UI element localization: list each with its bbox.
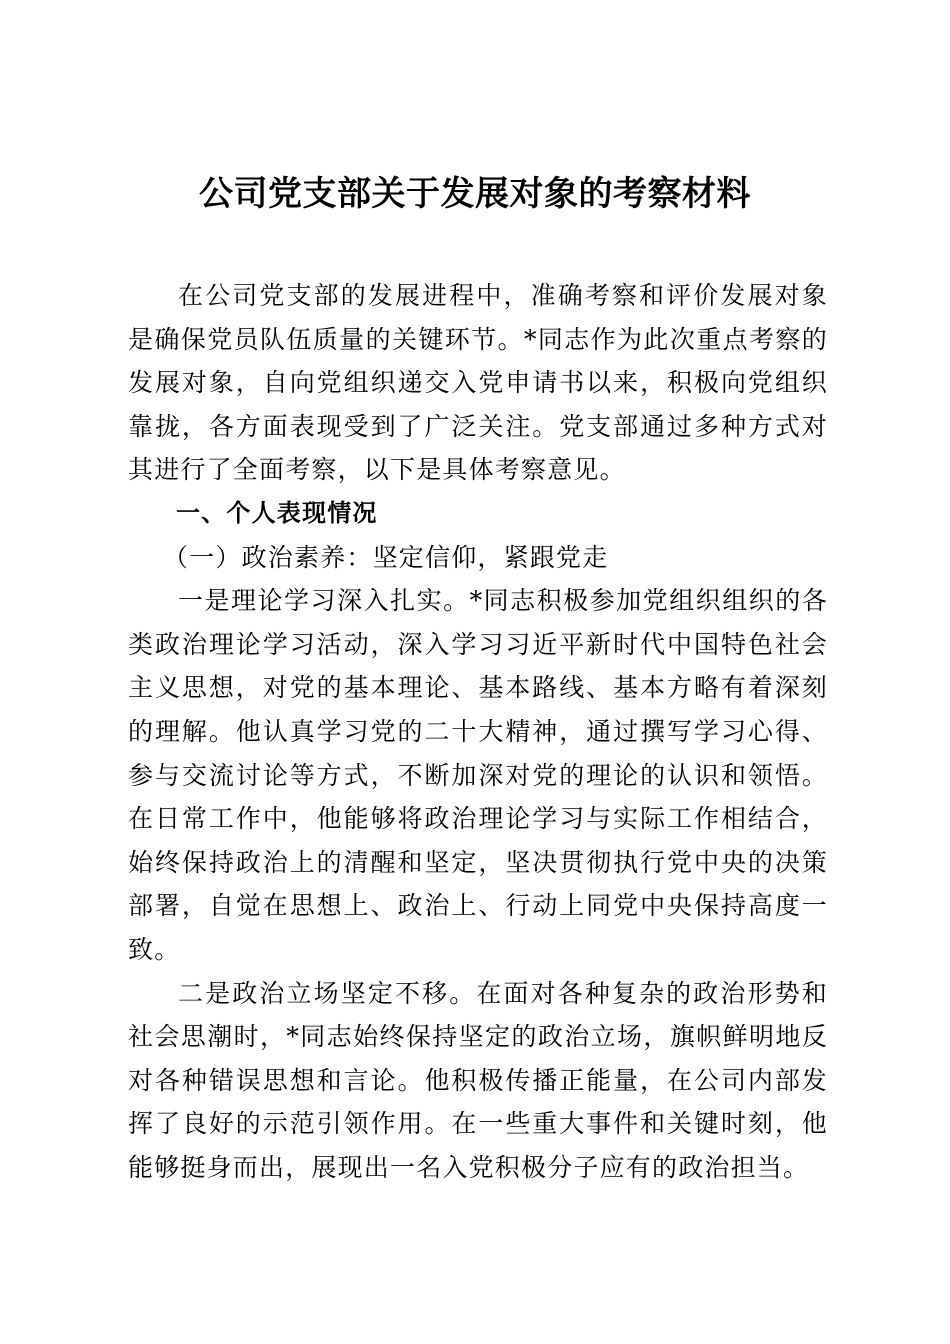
document-title: 公司党支部关于发展对象的考察材料 <box>199 174 751 214</box>
subsection-heading: （一）政治素养：坚定信仰，紧跟党走 <box>163 542 609 572</box>
section-heading: 一、个人表现情况 <box>176 498 378 527</box>
document-body <box>128 274 828 1189</box>
intro-paragraph: 在公司党支部的发展进程中，准确考察和评价发展对象是确保党员队伍质量的关键环节。*同志作为此次重点考察的发展对象，自向党组织递交入党申请书以来，积极向党组织靠拢，各方面表现受到了广泛关注。党支部通过多种方式对其进行了全面考察，以下是具体考察意见。 <box>128 281 828 485</box>
body-paragraph-2: 二是政治立场坚定不移。在面对各种复杂的政治形势和社会思潮时，*同志始终保持坚定的政治立场，旗帜鲜明地反对各种错误思想和言论。他积极传播正能量，在公司内部发挥了良好的示范引领作用。在一些重大事件和关键时刻，他能够挺身而出，展现出一名入党积极分子应有的政治担当。 <box>128 978 828 1182</box>
body-paragraph-1: 一是理论学习深入扎实。*同志积极参加党组织组织的各类政治理论学习活动，深入学习习近平新时代中国特色社会主义思想，对党的基本理论、基本路线、基本方略有着深刻的理解。他认真学习党的二十大精神，通过撰写学习心得、参与交流讨论等方式，不断加深对党的理论的认识和领悟。在日常工作中，他能够将政治理论学习与实际工作相结合，始终保持政治上的清醒和坚定，坚决贯彻执行党中央的决策部署，自觉在思想上、政治上、行动上同党中央保持高度一致。 <box>128 586 828 964</box>
